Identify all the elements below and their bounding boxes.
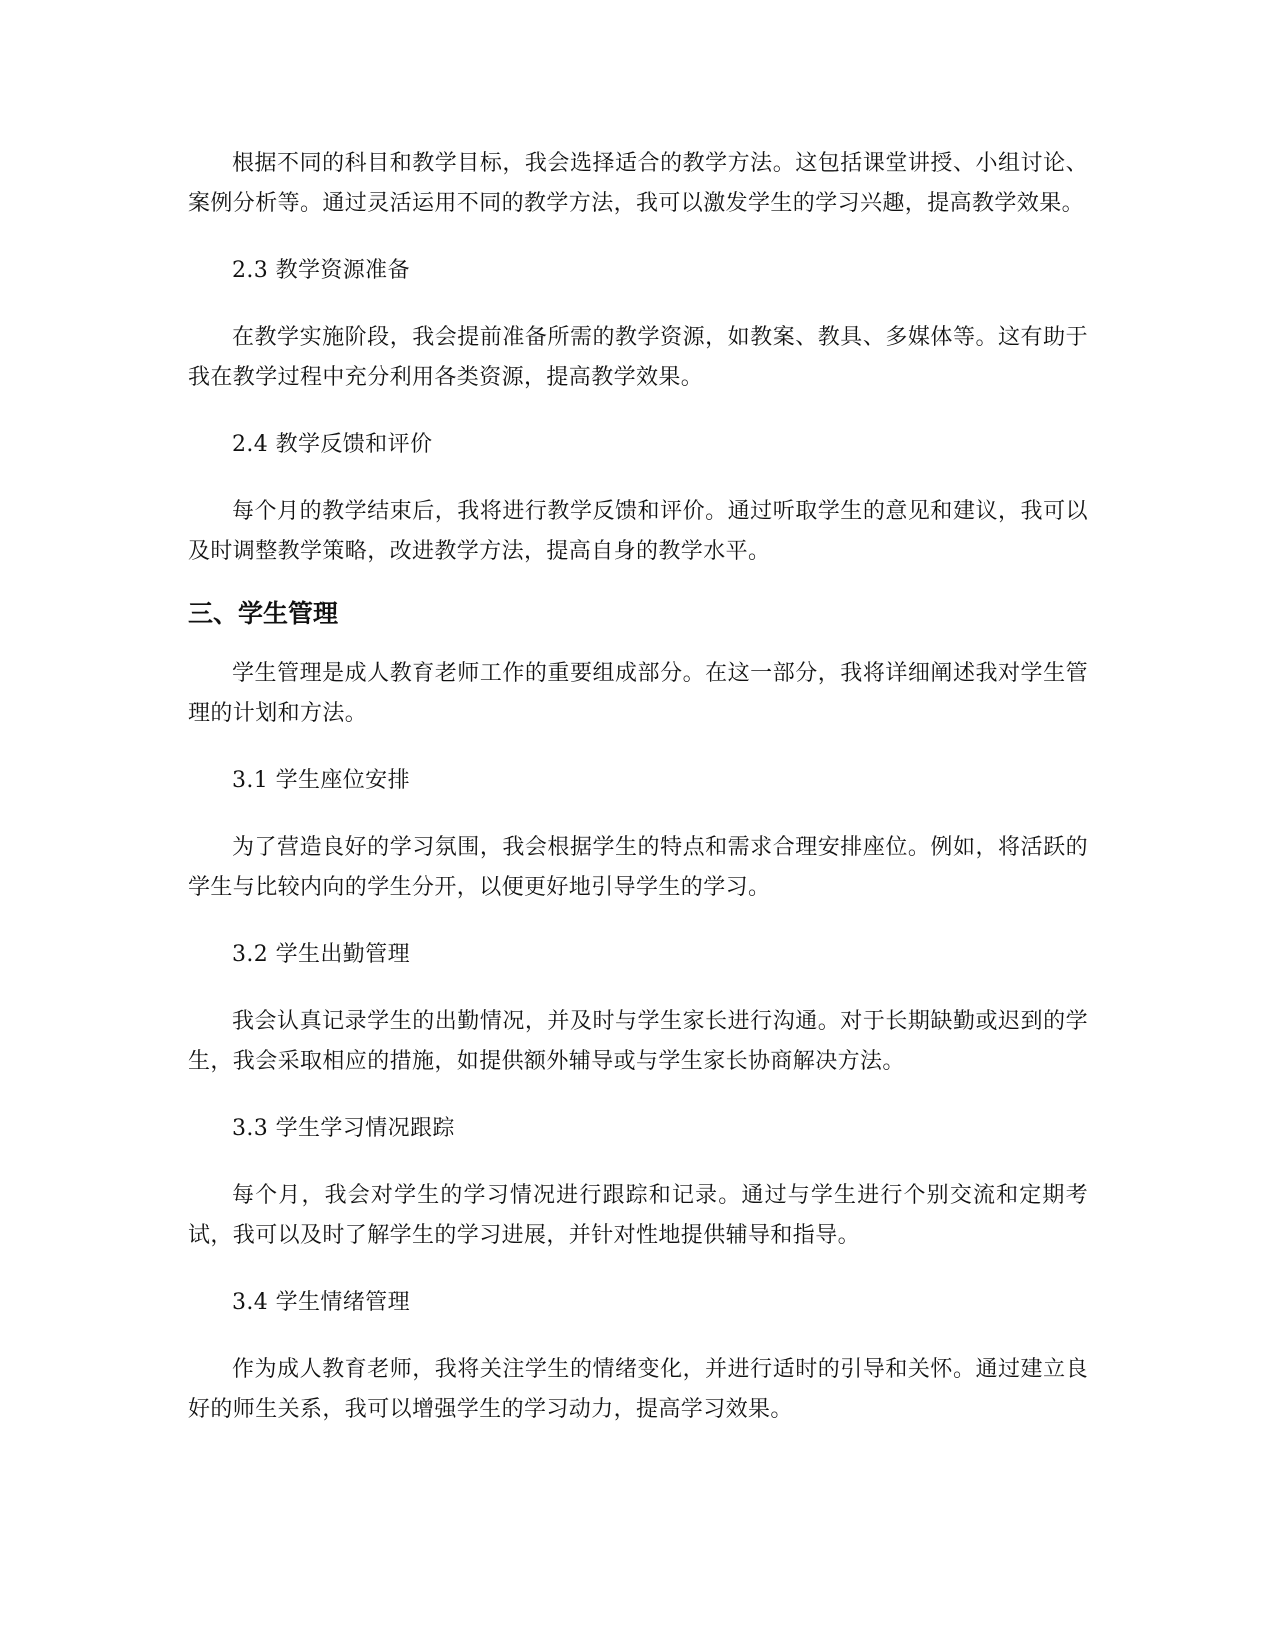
section-heading-student-management: 三、学生管理 bbox=[188, 599, 339, 628]
subheading-3-4: 3.4 学生情绪管理 bbox=[232, 1290, 410, 1315]
paragraph-teaching-methods: 根据不同的科目和教学目标，我会选择适合的教学方法。这包括课堂讲授、小组讨论、案例分析等。通过灵活运用不同的教学方法，我可以激发学生的学习兴趣，提高教学效果。 bbox=[188, 151, 1088, 216]
paragraph-seating: 为了营造良好的学习氛围，我会根据学生的特点和需求合理安排座位。例如，将活跃的学生与比较内向的学生分开，以便更好地引导学生的学习。 bbox=[188, 835, 1088, 900]
paragraph-teaching-resources: 在教学实施阶段，我会提前准备所需的教学资源，如教案、教具、多媒体等。这有助于我在教学过程中充分利用各类资源，提高教学效果。 bbox=[188, 325, 1088, 390]
paragraph-teaching-feedback: 每个月的教学结束后，我将进行教学反馈和评价。通过听取学生的意见和建议，我可以及时调整教学策略，改进教学方法，提高自身的教学水平。 bbox=[188, 499, 1088, 564]
paragraph-learning-tracking: 每个月，我会对学生的学习情况进行跟踪和记录。通过与学生进行个别交流和定期考试，我可以及时了解学生的学习进展，并针对性地提供辅导和指导。 bbox=[188, 1183, 1088, 1248]
subheading-3-1: 3.1 学生座位安排 bbox=[232, 768, 410, 793]
paragraph-attendance: 我会认真记录学生的出勤情况，并及时与学生家长进行沟通。对于长期缺勤或迟到的学生，我会采取相应的措施，如提供额外辅导或与学生家长协商解决方法。 bbox=[188, 1009, 1088, 1074]
subheading-3-2: 3.2 学生出勤管理 bbox=[232, 942, 410, 967]
document-body bbox=[188, 144, 1088, 1430]
subheading-2-4: 2.4 教学反馈和评价 bbox=[232, 432, 433, 457]
paragraph-emotion-management: 作为成人教育老师，我将关注学生的情绪变化，并进行适时的引导和关怀。通过建立良好的师生关系，我可以增强学生的学习动力，提高学习效果。 bbox=[188, 1357, 1088, 1422]
subheading-3-3: 3.3 学生学习情况跟踪 bbox=[232, 1116, 455, 1141]
subheading-2-3: 2.3 教学资源准备 bbox=[232, 258, 410, 283]
paragraph-student-management-intro: 学生管理是成人教育老师工作的重要组成部分。在这一部分，我将详细阐述我对学生管理的计划和方法。 bbox=[188, 661, 1088, 726]
